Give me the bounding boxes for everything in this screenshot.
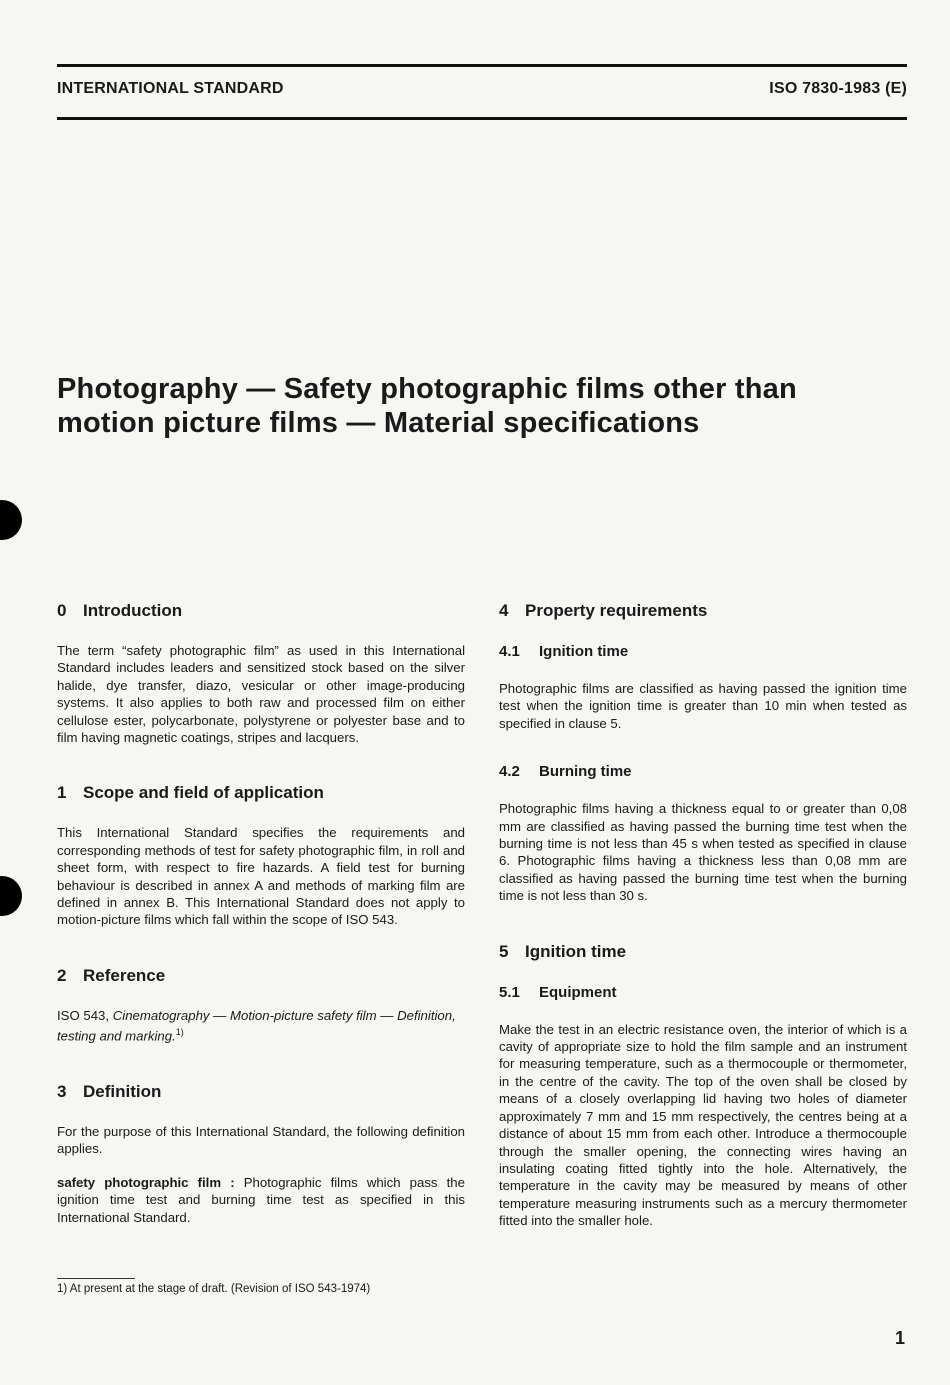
left-column (57, 600, 465, 1226)
header-standard-label: INTERNATIONAL STANDARD (57, 80, 284, 97)
subsection-heading-4-2: 4.2 Burning time (499, 763, 632, 781)
section-heading-property-requirements: 4 Property requirements (499, 601, 708, 620)
punch-hole-top (0, 500, 22, 540)
title-line-2: motion picture films — Material specifications (57, 407, 700, 439)
scope-text: This International Standard specifies the requirements and corresponding methods of test for safety photographic film, in roll and sheet form, with respect to fire hazards. A field test for burning behaviour is described in annex A and methods of marking film are defined in annex B. This International Standard does not apply to motion-picture films which fall within the scope of ISO 543. (57, 825, 465, 928)
subsection-heading-5-1: 5.1 Equipment (499, 983, 617, 1001)
footnote: 1) At present at the stage of draft. (Revision of ISO 543-1974) (57, 1283, 371, 1295)
document-title (57, 372, 917, 440)
footnote-rule (57, 1278, 135, 1279)
introduction-text: The term “safety photographic film” as used in this International Standard includes leaders and sensitized stock based on the silver halide, dye transfer, diazo, vesicular or other image-producing systems. It also applies to both raw and processed film on either cellulose ester, polycarbonate, polystyrene or polyester base and to film having magnetic coatings, stripes and lacquers. (57, 643, 465, 746)
punch-hole-middle (0, 876, 22, 916)
section-heading-ignition-time: 5 Ignition time (499, 941, 627, 961)
definition-intro: For the purpose of this International Standard, the following definition applies. (57, 1124, 465, 1157)
title-line-1: Photography — Safety photographic films other than (57, 373, 797, 405)
header-top-rule (57, 64, 907, 67)
page-number: 1 (894, 1328, 905, 1348)
section-heading-reference: 2 Reference (57, 965, 166, 985)
section-heading-scope: 1 Scope and field of application (57, 783, 324, 803)
section-heading-introduction: 0 Introduction (57, 601, 183, 620)
header-bottom-rule (57, 117, 907, 120)
right-column (499, 600, 907, 1230)
subsection-heading-4-1: 4.1 Ignition time (499, 643, 629, 660)
section-heading-definition: 3 Definition (57, 1082, 162, 1102)
definition-term-entry: safety photographic film : Photographic films which pass the ignition time test and burning time test as specified in this International Standard. (57, 1174, 465, 1225)
equipment-text: Make the test in an electric resistance oven, the interior of which is a cavity of appropriate size to hold the film sample and an instrument for measuring temperature, such as a thermocouple or thermometer, in the centre of the cavity. The top of the oven shall be closed by means of a closely overlapping lid having two holes of diameter approximately 7 mm and 15 mm respectively, the centres being at a distance of about 15 mm from each other. Introduce a thermocouple through the smaller opening, the connecting wires having an insulating coating fitted tightly into the hole. Alternatively, the temperature in the cavity may be measured by means of other temperature measuring instruments such as a mercury thermometer fitted into the smaller hole. (499, 1021, 907, 1229)
ignition-time-requirement-text: Photographic films are classified as having passed the ignition time test when the ignition time is greater than 10 min when tested as specified in clause 5. (499, 681, 907, 731)
header-document-id: ISO 7830-1983 (E) (769, 80, 907, 97)
reference-text: ISO 543, Cinematography — Motion-picture safety film — Definition, testing and marking.$^{1)}$ (57, 1007, 456, 1044)
burning-time-requirement-text: Photographic films having a thickness equal to or greater than 0,08 mm are classified as having passed the burning time test when the burning time is not less than 45 s when tested as specified in clause 6. Photographic films having a thickness less than 0,08 mm are classified as having passed the burning time test when the burning time is not less than 30 s. (499, 801, 907, 904)
